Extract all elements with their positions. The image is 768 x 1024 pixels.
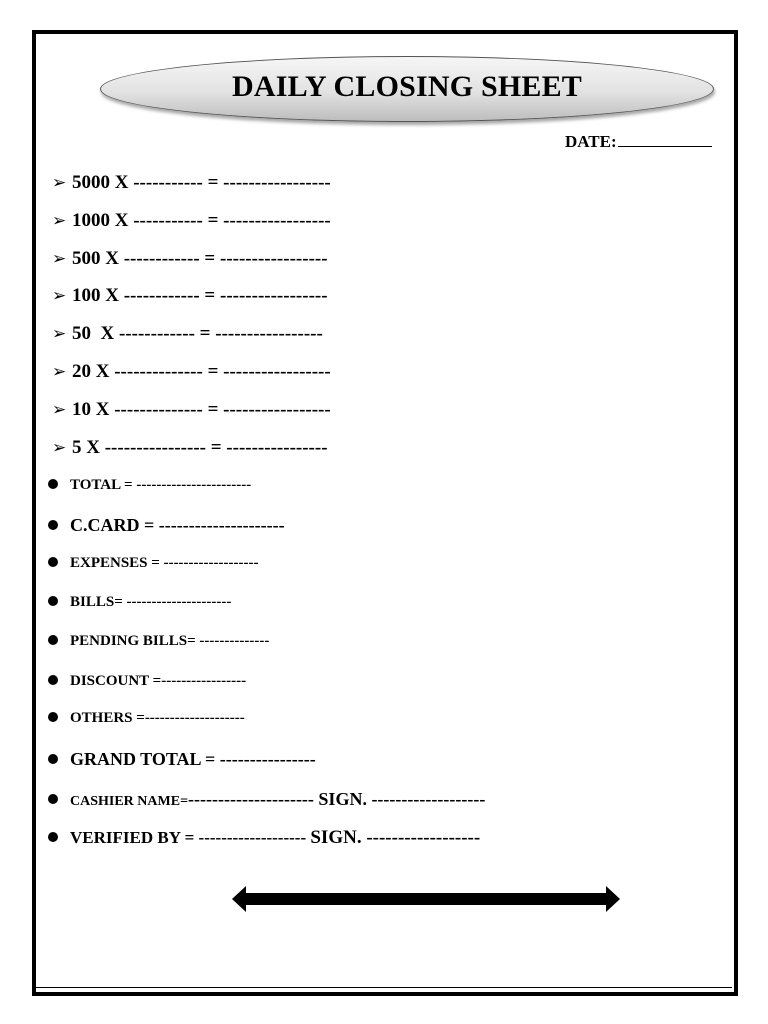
denomination-label: 50 X: [72, 323, 115, 344]
denomination-row: [52, 172, 331, 194]
list-item-expenses: [48, 555, 258, 572]
denomination-label: 10 X: [72, 399, 110, 420]
bullet-icon: [48, 754, 58, 764]
arrow-bullet-icon: ➢: [52, 324, 67, 344]
arrow-bullet-icon: ➢: [52, 438, 67, 458]
arrow-bullet-icon: ➢: [52, 211, 67, 231]
denomination-line: ------------ = -----------------: [118, 285, 328, 306]
denomination-row: [52, 210, 331, 232]
arrow-bullet-icon: ➢: [52, 249, 67, 269]
item-text: BILLS= ---------------------: [70, 594, 232, 610]
item-text: OTHERS =--------------------: [70, 710, 245, 726]
denomination-label: 20 X: [72, 361, 110, 382]
item-text: GRAND TOTAL = ----------------: [70, 749, 316, 769]
denomination-label: 5 X: [72, 437, 100, 458]
list-item-total: [48, 477, 251, 494]
cashier-line: --------------------- SIGN. -------------------: [188, 789, 486, 809]
arrow-bullet-icon: ➢: [52, 286, 67, 306]
denomination-row: [52, 361, 331, 383]
bullet-icon: [48, 520, 58, 530]
denomination-row: [52, 399, 331, 421]
date-field: [565, 132, 712, 152]
bullet-icon: [48, 557, 58, 567]
item-text: PENDING BILLS= --------------: [70, 633, 270, 649]
date-blank: [618, 132, 712, 147]
bullet-icon: [48, 635, 58, 645]
date-label: DATE:: [565, 132, 617, 151]
list-item-verified: [48, 827, 480, 849]
list-item-ccard: [48, 515, 285, 536]
double-arrow-icon: [232, 886, 620, 912]
bullet-icon: [48, 479, 58, 489]
denomination-line: -------------- = -----------------: [109, 361, 331, 382]
arrow-bullet-icon: ➢: [52, 400, 67, 420]
denomination-label: 500 X: [72, 248, 119, 269]
verified-label: VERIFIED BY = -------------------: [70, 828, 311, 847]
list-item-bills: [48, 594, 231, 611]
item-text: DISCOUNT =-----------------: [70, 673, 247, 689]
denomination-row: [52, 285, 328, 307]
list-item-cashier: [48, 789, 485, 810]
list-item-grand-total: [48, 749, 316, 770]
arrow-bullet-icon: ➢: [52, 173, 67, 193]
denomination-row: [52, 323, 323, 345]
bullet-icon: [48, 794, 58, 804]
item-text: C.CARD = ---------------------: [70, 515, 285, 535]
denomination-row: [52, 248, 328, 270]
item-text: EXPENSES = -------------------: [70, 555, 259, 571]
item-text: TOTAL = -----------------------: [70, 477, 252, 493]
list-item-pending-bills: [48, 633, 269, 650]
list-item-discount: [48, 673, 246, 690]
denomination-row: [52, 437, 328, 459]
denomination-label: 100 X: [72, 285, 119, 306]
arrow-bullet-icon: ➢: [52, 362, 67, 382]
denomination-line: ------------ = -----------------: [118, 248, 328, 269]
verified-sign: SIGN. ------------------: [310, 827, 481, 848]
list-item-others: [48, 710, 245, 727]
cashier-label: CASHIER NAME=: [70, 794, 189, 809]
denomination-line: ----------- = -----------------: [128, 172, 331, 193]
page-title: DAILY CLOSING SHEET: [231, 70, 583, 103]
denomination-line: ---------------- = ----------------: [99, 437, 328, 458]
denomination-line: -------------- = -----------------: [109, 399, 331, 420]
bullet-icon: [48, 712, 58, 722]
bullet-icon: [48, 675, 58, 685]
denomination-label: 1000 X: [72, 210, 129, 231]
denomination-line: ----------- = -----------------: [128, 210, 331, 231]
bullet-icon: [48, 832, 58, 842]
denomination-line: ------------ = -----------------: [114, 323, 323, 344]
bullet-icon: [48, 596, 58, 606]
denomination-label: 5000 X: [72, 172, 129, 193]
bottom-rule: [35, 987, 732, 988]
